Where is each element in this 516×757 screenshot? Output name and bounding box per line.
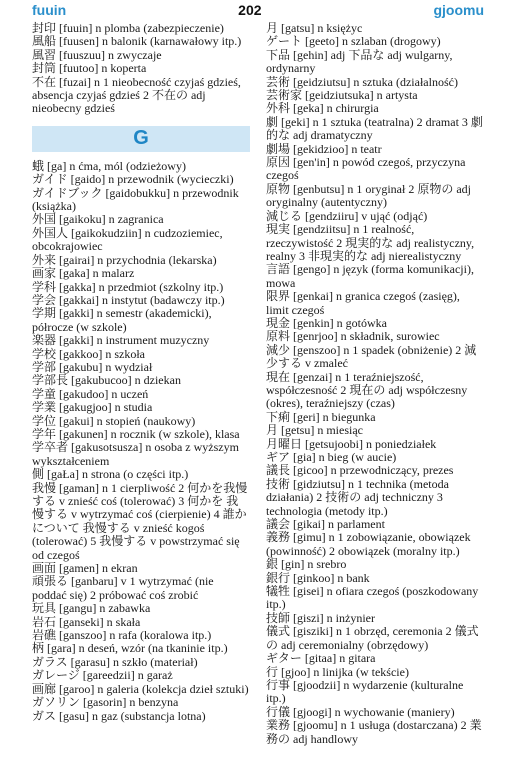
dictionary-entry: 限界 [genkai] n granica czegoś (zasięg), limit czegoś — [266, 289, 460, 317]
dictionary-entry: 柄 [gara] n deseń, wzór (na tkaninie itp.) — [32, 641, 228, 656]
dictionary-entry: 外国人 [gaikokudziin] n cudzoziemiec, obcokrajowiec — [32, 225, 223, 254]
dictionary-entry: 議長 [gicoo] n przewodniczący, prezes — [266, 463, 454, 478]
dictionary-entry: ガラス [garasu] n szkło (materiał) — [32, 654, 198, 669]
dictionary-entry: 月 [getsu] n miesiąc — [266, 423, 363, 438]
dictionary-entry: 側 [gaŁa] n strona (o części itp.) — [32, 467, 189, 482]
dictionary-entry: 風船 [fuusen] n balonik (karnawałowy itp.) — [32, 34, 242, 49]
dictionary-entry: 言語 [gengo] n język (forma komunikacji), mowa — [266, 262, 474, 290]
dictionary-entry: ゲート [geeto] n szlaban (drogowy) — [266, 34, 441, 49]
dictionary-entry: 原料 [genrjoo] n składnik, surowiec — [266, 329, 440, 344]
dictionary-entry: 学科 [gakka] n przedmiot (szkolny itp.) — [32, 279, 224, 294]
dictionary-entry: 儀式 [gisziki] n 1 obrzęd, ceremonia 2 儀式の adj ceremonialny (obrzędowy) — [266, 624, 479, 652]
dictionary-entry: 義務 [gimu] n 1 zobowiązanie, obowiązek (powinność) 2 obowiązek (moralny itp.) — [266, 530, 471, 558]
page-number: 202 — [238, 2, 262, 18]
dictionary-entry: 学期 [gakki] n semestr (akademicki), półrocze (w szkole) — [32, 306, 212, 334]
dictionary-entry: 楽器 [gakki] n instrument muzyczny — [32, 333, 210, 348]
dictionary-entry: 学部長 [gakubucoo] n dziekan — [32, 373, 181, 388]
dictionary-entry: 学位 [gakui] n stopień (naukowy) — [32, 413, 196, 428]
dictionary-entry: 原因 [gen'in] n powód czegoś, przyczyna czegoś — [266, 155, 466, 183]
dictionary-entry: 劇場 [gekidzioo] n teatr — [266, 141, 382, 156]
dictionary-entry: 岩石 [ganseki] n skała — [32, 614, 141, 629]
dictionary-entry: 学校 [gakkoo] n szkoła — [32, 346, 145, 361]
dictionary-entry: ガイド [gaido] n przewodnik (wycieczki) — [32, 172, 234, 187]
dictionary-entry: 議会 [gikai] n parlament — [266, 517, 385, 532]
dictionary-entry: 玩具 [gangu] n zabawka — [32, 601, 151, 616]
dictionary-entry: 封筒 [fuutoo] n koperta — [32, 61, 147, 76]
dictionary-entry: 下痢 [geri] n biegunka — [266, 409, 376, 424]
dictionary-entry: 現実 [gendziitsu] n 1 realność, rzeczywistość 2 現実的な adj realistyczny, realny 3 非現実的な adj nierealistyczny — [266, 222, 475, 263]
dictionary-entry: 風習 [fuuszuu] n zwyczaje — [32, 47, 162, 62]
dictionary-entry: 技師 [giszi] n inżynier — [266, 610, 375, 625]
dictionary-entry: 芸術家 [geidziutsuka] n artysta — [266, 88, 418, 103]
dictionary-entry: 減少 [genszoo] n 1 spadek (obniżenie) 2 減少する v zmaleć — [266, 342, 477, 371]
dictionary-entry: 我慢 [gaman] n 1 cierpliwość 2 何かを我慢する v znieść coś (tolerować) 3 何かを 我慢する v wytrzymać coś (cierpienie) 4 誰かについて 我慢する v znieść kogoś (tolerować) 5 我慢する v powstrzymać się od czegoś — [32, 480, 248, 562]
dictionary-entry: 行事 [gjoodzii] n wydarzenie (kulturalne itp.) — [266, 677, 464, 706]
dictionary-entry: 現在 [genzai] n 1 teraźniejszość, współczesność 2 現在の adj współczesny (okres), teraźniejszy (czas) — [266, 369, 468, 411]
left-column — [32, 22, 250, 746]
dictionary-entry: 原物 [genbutsu] n 1 oryginał 2 原物の adj oryginalny (autentyczny) — [266, 181, 471, 210]
dictionary-entry: 銀 [gin] n srebro — [266, 557, 347, 572]
dictionary-entry: 学業 [gakugjoo] n studia — [32, 400, 153, 415]
dictionary-entry: 劇 [geki] n 1 sztuka (teatralna) 2 dramat 3 劇的な adj dramatyczny — [266, 114, 483, 143]
dictionary-entry: 銀行 [ginkoo] n bank — [266, 570, 370, 585]
columns — [32, 22, 484, 746]
dictionary-entry: 頑張る [ganbaru] v 1 wytrzymać (nie poddać się) 2 próbować coś zrobić — [32, 574, 214, 602]
dictionary-entry: 外来 [gairai] n przychodnia (lekarska) — [32, 252, 217, 267]
dictionary-entry: 減じる [gendziiru] v ująć (odjąć) — [266, 208, 428, 223]
dictionary-entry: 学卒者 [gakusotsusza] n osoba z wyższym wykształceniem — [32, 440, 239, 468]
dictionary-entry: ガス [gasu] n gaz (substancja lotna) — [32, 708, 206, 723]
dictionary-entry: 月曜日 [getsujoobi] n poniedziałek — [266, 436, 437, 451]
section-letter-banner: G — [32, 126, 250, 152]
dictionary-entry: 画家 [gaka] n malarz — [32, 266, 135, 281]
dictionary-entry: 岩礁 [ganszoo] n rafa (koralowa itp.) — [32, 628, 212, 643]
dictionary-entry: 画面 [gamen] n ekran — [32, 561, 138, 576]
page-header — [32, 0, 484, 20]
dictionary-entry: 月 [gatsu] n księżyc — [266, 21, 363, 35]
header-right-guideword: gjoomu — [433, 2, 484, 18]
dictionary-entry: 芸術 [geidziutsu] n sztuka (działalność) — [266, 74, 458, 89]
dictionary-entry: 学部 [gakubu] n wydział — [32, 359, 153, 374]
dictionary-entry: ガソリン [gasorin] n benzyna — [32, 695, 179, 710]
right-column — [266, 22, 484, 746]
dictionary-entry: 業務 [gjoomu] n 1 usługa (dostarczana) 2 業務の adj handlowy — [266, 718, 482, 746]
dictionary-entry: 下品 [gehin] adj 下品な adj wulgarny, ordynarny — [266, 47, 453, 76]
dictionary-entry: 外科 [geka] n chirurgia — [266, 101, 379, 116]
dictionary-entry: ギア [gia] n bieg (w aucie) — [266, 450, 397, 464]
dictionary-entry: 学童 [gakudoo] n uczeń — [32, 386, 149, 401]
dictionary-entry: 犠牲 [gisei] n ofiara czegoś (poszkodowany itp.) — [266, 584, 479, 612]
dictionary-entry: ガイドブック [gaidobukku] n przewodnik (książka) — [32, 185, 239, 214]
dictionary-entry: 学会 [gakkai] n instytut (badawczy itp.) — [32, 292, 225, 307]
dictionary-entry: 現金 [genkin] n gotówka — [266, 315, 387, 330]
dictionary-entry: 行儀 [gjoogi] n wychowanie (maniery) — [266, 704, 455, 719]
dictionary-entry: 封印 [fuuin] n plomba (zabezpieczenie) — [32, 21, 224, 35]
dictionary-entry: ガレージ [gareedzii] n garaż — [32, 668, 173, 683]
dictionary-entry: 外国 [gaikoku] n zagranica — [32, 212, 164, 227]
dictionary-entry: ギター [gitaa] n gitara — [266, 651, 376, 666]
dictionary-entry: 画廊 [garoo] n galeria (kolekcja dzieł sztuki) — [32, 681, 249, 696]
header-left-guideword: fuuin — [32, 2, 67, 18]
dictionary-entry: 行 [gjoo] n linijka (w tekście) — [266, 664, 409, 679]
dictionary-entry: 不在 [fuzai] n 1 nieobecność czyjaś gdzieś, absencja czyjaś gdzieś 2 不在の adj nieobecny gdzieś — [32, 74, 241, 116]
dictionary-entry: 蛾 [ga] n ćma, mól (odzieżowy) — [32, 158, 186, 173]
dictionary-entry: 学年 [gakunen] n rocznik (w szkole), klasa — [32, 426, 240, 441]
dictionary-entry: 技術 [gidziutsu] n 1 technika (metoda działania) 2 技術の adj techniczny 3 technologia (metody itp.) — [266, 476, 449, 518]
